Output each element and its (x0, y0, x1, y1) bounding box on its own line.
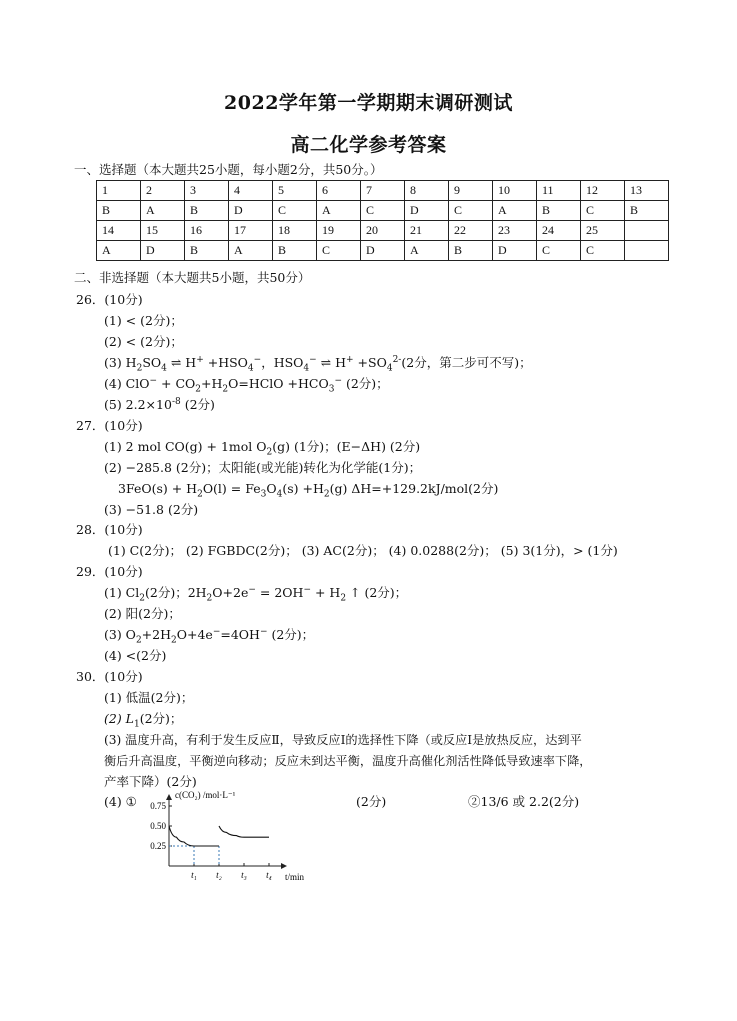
q30-number: 30．(10分) (76, 669, 143, 684)
question-number-cell: 5 (273, 181, 317, 201)
table-row (97, 181, 669, 201)
answer-cell: D (229, 201, 273, 221)
y-axis-label: c(CO₂) /mol·L⁻¹ (175, 790, 236, 800)
q30-answer-4-score: (2分) (356, 794, 387, 809)
q29-answer-2: (2) 阳(2分)； (104, 606, 181, 621)
question-number-cell: 25 (581, 221, 625, 241)
question-number-cell: 4 (229, 181, 273, 201)
q30-answer-3-line2: 衡后升高温度，平衡逆向移动；反应未到达平衡，温度升高催化剂活性降低导致速率下降， (104, 754, 592, 768)
answer-cell: A (97, 241, 141, 261)
question-number-cell: 15 (141, 221, 185, 241)
q26-answer-2: (2) < (2分)； (104, 334, 183, 349)
question-number-cell: 24 (537, 221, 581, 241)
answer-cell: B (185, 201, 229, 221)
q30-answer-2: (2) $L_1(2$分)； (104, 711, 183, 730)
answer-cell: C (361, 201, 405, 221)
q27-answer-3: (3) −51.8 (2分) (104, 502, 199, 517)
answer-cell: C (317, 241, 361, 261)
x-axis-arrow (281, 863, 287, 869)
page-subtitle: 高二化学参考答案 (290, 134, 447, 156)
answer-cell: C (449, 201, 493, 221)
q26-answer-5: (5) $2.2\times 10^{-8}$ (2分) (104, 396, 215, 412)
y-tick-label: 0.25 (150, 841, 166, 851)
question-number-cell: 20 (361, 221, 405, 241)
answer-cell: A (229, 241, 273, 261)
x-axis-label: t/min (285, 872, 305, 882)
q30-answer-1: (1) 低温(2分)； (104, 690, 194, 705)
q29-answer-1: (1) $Cl_2(2$分)；$2H_2O+2e^- = 2OH^- + H_2$ ↑ (2分)； (104, 584, 408, 604)
answer-cell: B (537, 201, 581, 221)
answer-cell: C (273, 201, 317, 221)
q27-number: 27．(10分) (76, 418, 143, 433)
question-number-cell: 17 (229, 221, 273, 241)
question-number-cell: 1 (97, 181, 141, 201)
answer-cell: A (493, 201, 537, 221)
question-number-cell: 23 (493, 221, 537, 241)
q30-answer-3-line3: 产率下降）(2分) (104, 774, 197, 789)
section2-heading: 二、非选择题（本大题共5小题，共50分） (74, 270, 311, 285)
question-number-cell: 8 (405, 181, 449, 201)
y-tick-label: 0.75 (150, 801, 166, 811)
answer-table (96, 180, 669, 261)
answer-cell: A (141, 201, 185, 221)
answer-cell: A (405, 241, 449, 261)
question-number-cell: 6 (317, 181, 361, 201)
answer-cell: C (581, 201, 625, 221)
answer-cell: C (537, 241, 581, 261)
question-number-cell: 21 (405, 221, 449, 241)
y-tick-label: 0.50 (150, 821, 166, 831)
table-row (97, 241, 669, 261)
question-number-cell: 14 (97, 221, 141, 241)
question-number-cell: 9 (449, 181, 493, 201)
answer-cell: A (317, 201, 361, 221)
answer-cell: B (185, 241, 229, 261)
question-number-cell: 3 (185, 181, 229, 201)
answer-cell: C (581, 241, 625, 261)
question-number-cell: 2 (141, 181, 185, 201)
q30-answer-3-line1: (3) 温度升高，有利于发生反应Ⅱ，导致反应Ⅰ的选择性下降（或反应Ⅰ是放热反应，达到平 (104, 733, 582, 747)
question-number-cell: 13 (625, 181, 669, 201)
x-tick-label: t₁ (191, 870, 197, 880)
answer-cell: B (625, 201, 669, 221)
question-number-cell: 11 (537, 181, 581, 201)
q29-number: 29．(10分) (76, 564, 143, 579)
q27-answer-2-equation: $3FeO(s) + H_2O(l) = Fe_3O_4(s) +H_2(g)$ ΔH=+129.2kJ/mol(2分) (118, 481, 499, 500)
question-number-cell: 19 (317, 221, 361, 241)
section1-heading: 一、选择题（本大题共25小题，每小题2分，共50分。） (74, 162, 383, 177)
answer-cell: B (97, 201, 141, 221)
question-number-cell: 12 (581, 181, 625, 201)
q26-answer-3: (3) $H_2SO_4$ ⇌ $H^+ +HSO_4^-$，$HSO_4^-$ ⇌ $H^+ +SO_4^{2-}(2$分，第二步可不写)； (104, 354, 532, 374)
q29-answer-3: (3) $O_2+2H_2O+4e^-=4OH^-$ (2分)； (104, 626, 315, 646)
answer-cell: B (449, 241, 493, 261)
q26-number: 26．(10分) (76, 292, 143, 307)
q26-answer-4: (4) $ClO^- + CO_2+H_2O=HClO +HCO_3^-$ (2分)； (104, 375, 389, 395)
question-number-cell: 7 (361, 181, 405, 201)
answer-cell (625, 241, 669, 261)
answer-cell: B (273, 241, 317, 261)
q27-answer-2: (2) −285.8 (2分)；太阳能(或光能)转化为化学能(1分)； (104, 460, 422, 475)
x-tick-label: t₃ (241, 870, 247, 880)
q30-answer-4-label: (4) ① (104, 794, 137, 809)
question-number-cell: 22 (449, 221, 493, 241)
y-axis-arrow (166, 794, 172, 800)
q28-answer-1: (1) C(2分)； (2) FGBDC(2分)； (3) AC(2分)； (4) 0.0288(2分)； (5) 3(1分)，> (1分) (108, 543, 618, 558)
concentration-chart (140, 788, 320, 888)
table-row (97, 201, 669, 221)
series-line (219, 826, 269, 837)
question-number-cell (625, 221, 669, 241)
question-number-cell: 18 (273, 221, 317, 241)
question-number-cell: 10 (493, 181, 537, 201)
q28-number: 28．(10分) (76, 522, 143, 537)
q30-answer-4-part2: ②13/6 或 2.2(2分) (468, 794, 580, 809)
q27-answer-1: (1) 2 mol CO(g) + 1mol $O_2(g)$ (1分)；(E−ΔH) (2分) (104, 439, 421, 458)
table-row (97, 221, 669, 241)
answer-cell: D (361, 241, 405, 261)
answer-cell: D (493, 241, 537, 261)
answer-cell: D (405, 201, 449, 221)
q26-answer-1: (1) < (2分)； (104, 313, 183, 328)
answer-cell: D (141, 241, 185, 261)
series-line (169, 826, 194, 846)
x-tick-label: t₂ (216, 870, 222, 880)
question-number-cell: 16 (185, 221, 229, 241)
x-tick-label: t₄ (266, 870, 272, 880)
q29-answer-4: (4) <(2分) (104, 648, 167, 663)
page-title: 2022学年第一学期期末调研测试 (224, 92, 513, 114)
